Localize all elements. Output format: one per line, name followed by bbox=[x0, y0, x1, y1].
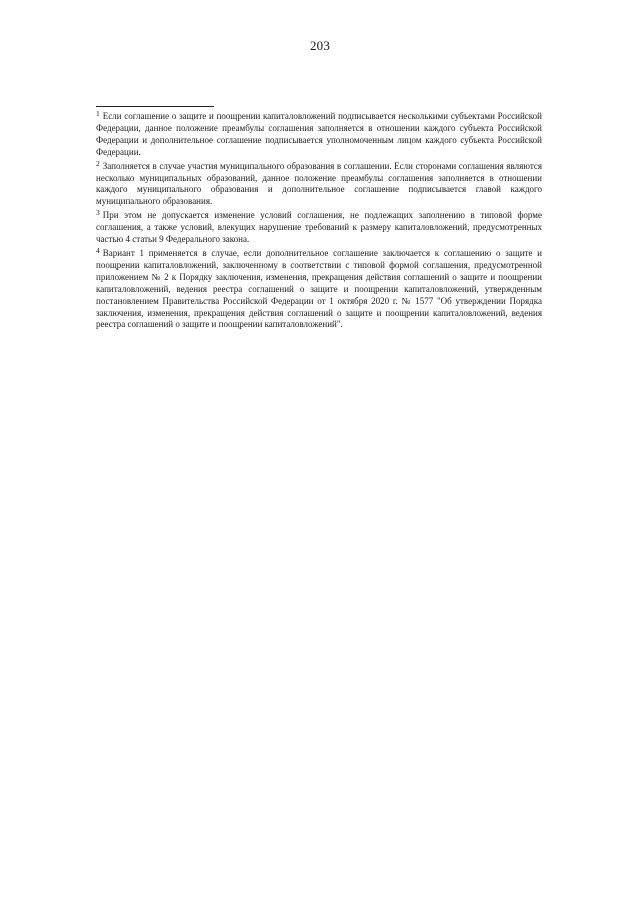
footnote-text: Заполняется в случае участия муниципального образования в соглашении. Если сторонами соглашения являются несколько муниципальных образований, данное положение преамбулы соглашения заполняется в отношении каждого муниципального образования и дополнительное соглашение подписывается главой каждого муниципального образования. bbox=[96, 160, 542, 207]
footnote-separator bbox=[96, 106, 214, 107]
footnote-text: Вариант 1 применяется в случае, если дополнительное соглашение заключается к соглашению о защите и поощрении капиталовложений, заключенному в соответствии с типовой формой соглашения, предусмотренной приложением № 2 к Порядку заключения, изменения, прекращения действия соглашений о защите и поощрении капиталовложений, ведения реестра соглашений о защите и поощрении капиталовложений, утвержденным постановлением Правительства Российской Федерации от 1 октября 2020 г. № 1577 "Об утверждении Порядка заключения, изменения, прекращения действия соглашений о защите и поощрении капиталовложений, ведения реестра соглашений о защите и поощрении капиталовложений". bbox=[96, 247, 542, 330]
footnote-2 bbox=[96, 158, 542, 209]
footnote-marker: 4 bbox=[96, 245, 100, 255]
footnote-text: Если соглашение о защите и поощрении капиталовложений подписывается несколькими субъектами Российской Федерации, данное положение преамбулы соглашения заполняется в отношении каждого субъекта Российской Федерации и дополнительное соглашение подписывается уполномоченным лицом каждого субъекта Российской Федерации. bbox=[96, 111, 542, 157]
page-number: 203 bbox=[309, 38, 331, 53]
footnote-1 bbox=[96, 111, 542, 159]
footnotes-section bbox=[96, 111, 542, 333]
footnote-4 bbox=[96, 245, 542, 331]
footnote-3 bbox=[96, 210, 542, 246]
footnote-text: При этом не допускается изменение условий соглашения, не подлежащих заполнению в типовой форме соглашения, а также условий, влекущих нарушение требований к размеру капиталовложений, предусмотренных частью 4 статьи 9 Федерального закона. bbox=[96, 210, 542, 245]
footnote-marker: 2 bbox=[96, 158, 100, 168]
footnote-marker: 3 bbox=[96, 208, 100, 218]
footnote-marker: 1 bbox=[96, 109, 100, 118]
